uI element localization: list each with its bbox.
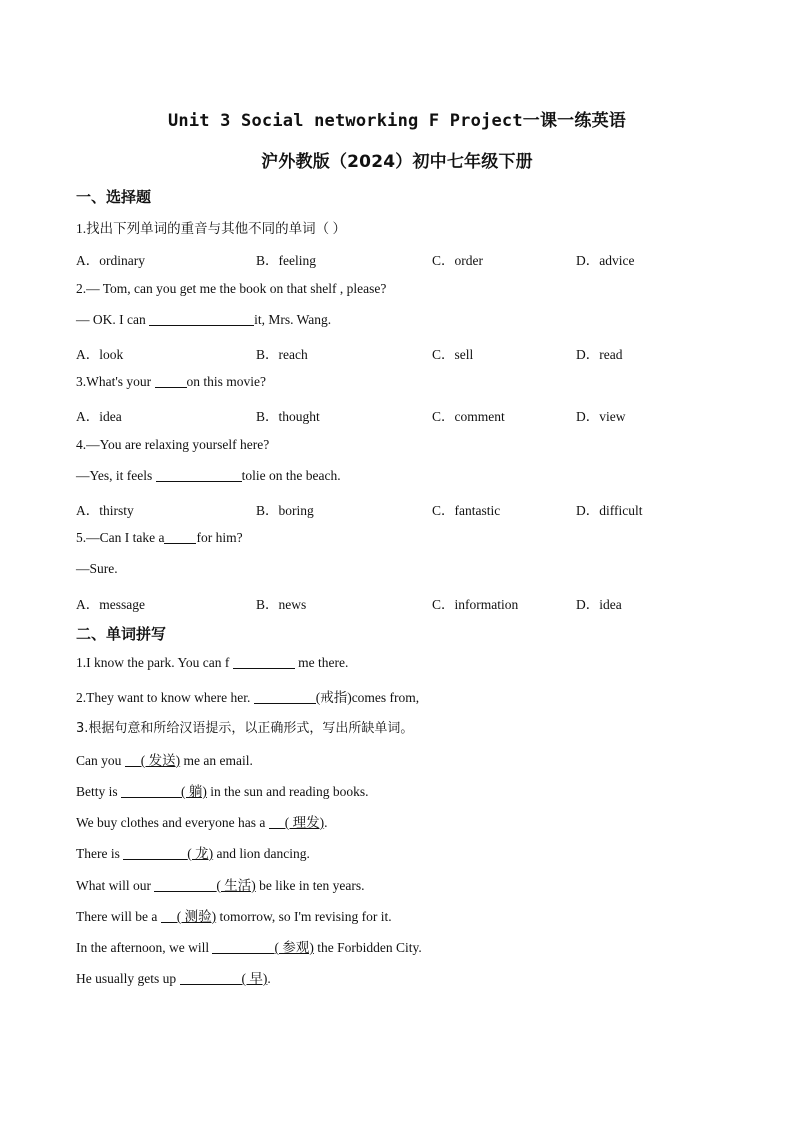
question-5-stem: 5.—Can I take a for him? bbox=[76, 530, 243, 545]
answer-blank bbox=[156, 469, 242, 482]
document-title: Unit 3 Social networking F Project一课一练英语 bbox=[168, 111, 626, 131]
answer-blank bbox=[121, 785, 181, 798]
question-5-response: —Sure. bbox=[76, 561, 118, 576]
answer-blank bbox=[154, 879, 216, 892]
spelling-item-3: We buy clothes and everyone has a ( 理发). bbox=[76, 815, 328, 830]
question-3-option-b: B．thought bbox=[256, 409, 320, 424]
question-1-option-a: A．ordinary bbox=[76, 253, 145, 268]
chinese-hint: ( 参观) bbox=[274, 940, 314, 955]
answer-blank bbox=[161, 910, 177, 923]
answer-blank bbox=[155, 375, 187, 388]
answer-blank bbox=[123, 847, 187, 860]
question-3-option-d: D．view bbox=[576, 409, 626, 424]
answer-blank bbox=[180, 972, 242, 985]
question-2-option-b: B．reach bbox=[256, 347, 308, 362]
answer-blank bbox=[233, 656, 295, 669]
chinese-hint: ( 躺) bbox=[181, 784, 207, 799]
question-2-option-c: C．sell bbox=[432, 347, 474, 362]
spelling-item-8: He usually gets up ( 早). bbox=[76, 971, 271, 986]
question-5-option-c: C．information bbox=[432, 597, 519, 612]
question-4-option-a: A．thirsty bbox=[76, 503, 134, 518]
question-1-option-c: C．order bbox=[432, 253, 483, 268]
question-1-option-b: B．feeling bbox=[256, 253, 316, 268]
question-5-option-d: D．idea bbox=[576, 597, 622, 612]
spelling-item-2: Betty is ( 躺) in the sun and reading books. bbox=[76, 784, 369, 799]
spelling-item-4: There is ( 龙) and lion dancing. bbox=[76, 846, 310, 861]
spelling-question-3-intro: 3.根据句意和所给汉语提示，以正确形式，写出所缺单词。 bbox=[76, 721, 414, 736]
section-heading-multiple-choice: 一、选择题 bbox=[76, 188, 152, 206]
question-2-option-d: D．read bbox=[576, 347, 623, 362]
section-heading-spelling: 二、单词拼写 bbox=[76, 625, 167, 643]
spelling-item-6: There will be a ( 测验) tomorrow, so I'm revising for it. bbox=[76, 909, 392, 924]
chinese-hint: ( 测验) bbox=[176, 909, 217, 924]
question-3-option-a: A．idea bbox=[76, 409, 122, 424]
answer-blank bbox=[149, 313, 254, 326]
chinese-hint: ( 早) bbox=[241, 971, 268, 986]
question-4-option-b: B．boring bbox=[256, 503, 314, 518]
answer-blank bbox=[269, 816, 285, 829]
answer-blank bbox=[212, 941, 274, 954]
chinese-hint: ( 发送) bbox=[140, 753, 181, 768]
question-2-stem: 2.— Tom, can you get me the book on that shelf , please? bbox=[76, 281, 387, 296]
chinese-hint: ( 理发) bbox=[284, 815, 325, 830]
question-3-option-c: C．comment bbox=[432, 409, 505, 424]
chinese-hint: ( 生活) bbox=[216, 878, 256, 893]
question-2-answer-line: — OK. I can it, Mrs. Wang. bbox=[76, 312, 332, 327]
spelling-item-1: Can you ( 发送) me an email. bbox=[76, 753, 253, 768]
spelling-item-5: What will our ( 生活) be like in ten years. bbox=[76, 878, 365, 893]
question-2-option-a: A．look bbox=[76, 347, 124, 362]
answer-blank bbox=[164, 531, 196, 544]
answer-blank bbox=[254, 691, 316, 704]
spelling-question-1: 1.I know the park. You can f me there. bbox=[76, 655, 349, 670]
question-5-option-b: B．news bbox=[256, 597, 307, 612]
question-3-stem: 3.What's your on this movie? bbox=[76, 374, 267, 389]
spelling-item-7: In the afternoon, we will ( 参观) the Forbidden City. bbox=[76, 940, 422, 955]
question-5-option-a: A．message bbox=[76, 597, 145, 612]
question-4-option-d: D．difficult bbox=[576, 503, 643, 518]
document-subtitle: 沪外教版（2024）初中七年级下册 bbox=[261, 152, 533, 172]
question-4-answer-line: —Yes, it feels tolie on the beach. bbox=[76, 468, 341, 483]
spelling-question-2: 2.They want to know where her. (戒指)comes from, bbox=[76, 690, 420, 705]
question-1-option-d: D．advice bbox=[576, 253, 635, 268]
question-4-stem: 4.—You are relaxing yourself here? bbox=[76, 437, 270, 452]
chinese-hint: ( 龙) bbox=[187, 846, 214, 861]
question-1-stem: 1.找出下列单词的重音与其他不同的单词（ ） bbox=[76, 221, 346, 236]
answer-blank bbox=[125, 754, 141, 767]
question-4-option-c: C．fantastic bbox=[432, 503, 501, 518]
